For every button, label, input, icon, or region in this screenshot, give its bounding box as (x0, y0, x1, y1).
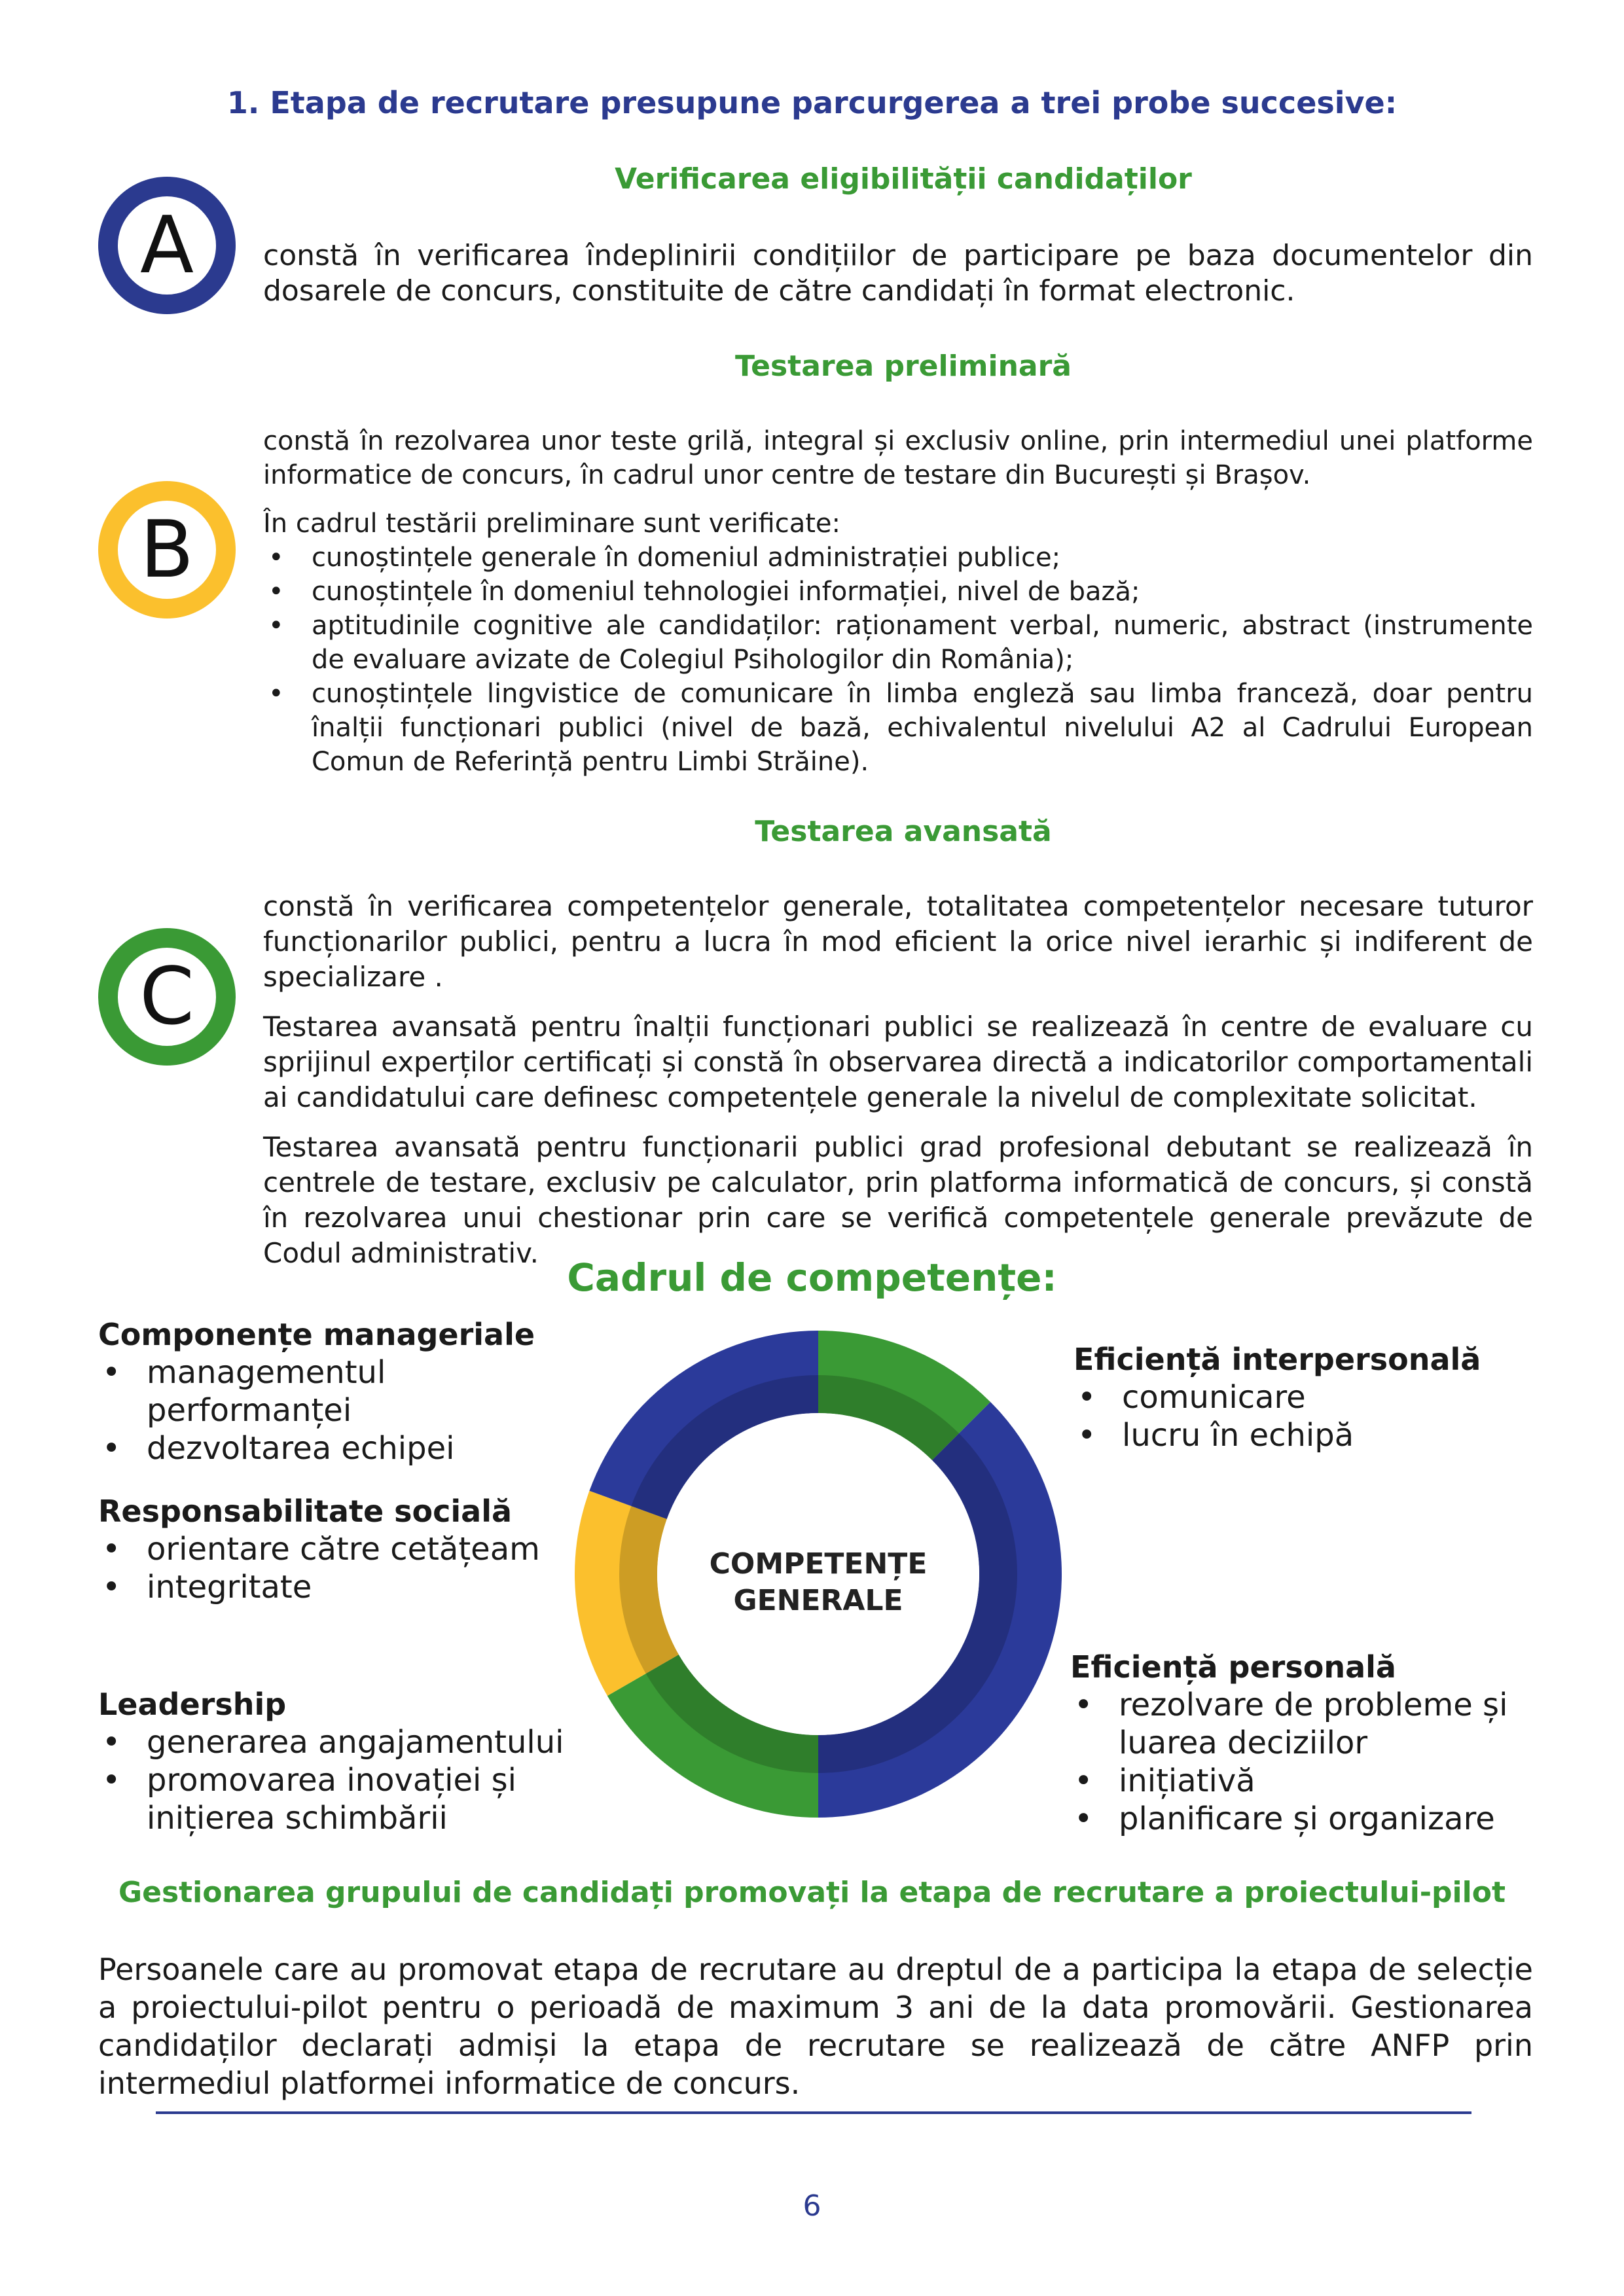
list-item: • cunoștințele lingvistice de comunicare în limba engleză sau limba franceză, doar pentru înalții funcționari publici (nivel de bază, echivalentul nivelului A2 al Cadrului European Comun de Referință pentru Limbi Străine). (263, 677, 1533, 779)
list-item: • orientare către cetățeam (98, 1530, 596, 1568)
probe-c-title: Testarea avansată (755, 815, 1052, 848)
list-item: • promovarea inovației și inițierea schimbării (98, 1761, 641, 1837)
list-item: • lucru în echipă (1074, 1416, 1571, 1454)
probe-b-body (263, 424, 1533, 779)
probe-c-text-1: constă în verificarea competențelor generale, totalitatea competențelor necesare tuturor funcționarilor publici, pentru a lucra în mod eficient la orice nivel ierarhic și indiferent de specializare . (263, 890, 1533, 993)
framework-title: Cadrul de competențe: (567, 1255, 1057, 1300)
list-item: • integritate (98, 1568, 596, 1606)
section-heading: 1. Etapa de recrutare presupune parcurgerea a trei probe succesive: (226, 85, 1398, 120)
group-leadership (98, 1685, 641, 1837)
probe-a-text: constă în verificarea îndeplinirii condițiilor de participare pe baza documentelor din dosarele de concurs, constituite de către candidați în format electronic. (263, 239, 1533, 308)
group-title: Componențe manageriale (98, 1317, 535, 1352)
group-title: Eficiență interpersonală (1074, 1342, 1481, 1377)
group-title: Responsabilitate socială (98, 1494, 513, 1529)
list-item: • dezvoltarea echipei (98, 1429, 596, 1467)
donut-center-label (655, 1546, 982, 1619)
probe-c-body (263, 889, 1533, 1271)
footer-divider (156, 2111, 1471, 2114)
page-number: 6 (803, 2189, 821, 2223)
management-text: Persoanele care au promovat etapa de recrutare au dreptul de a participa la etapa de selecție a proiectului-pilot pentru o perioadă de maximum 3 ani de la data promovării. Gestionarea candidaților declarați admiși la etapa de recrutare se realizează de către ANFP prin intermediul platformei informatice de concurs. (98, 1952, 1533, 2101)
badge-c-icon: C (98, 928, 236, 1066)
badge-b-icon: B (98, 481, 236, 619)
donut-center-label-line1: COMPETENȚE (709, 1547, 928, 1581)
group-managerial (98, 1316, 596, 1467)
group-personal (1070, 1648, 1522, 1838)
probe-b-text-1: constă în rezolvarea unor teste grilă, integral și exclusiv online, prin intermediul unei platforme informatice de concurs, în cadrul unor centre de testare din București și Brașov. (263, 426, 1533, 490)
list-item: • managementul performanței (98, 1354, 596, 1429)
probe-a-title: Verificarea eligibilității candidaților (615, 162, 1192, 196)
list-item: • aptitudinile cognitive ale candidaților: raționament verbal, numeric, abstract (instrumente de evaluare avizate de Colegiul Psihologilor din România); (263, 609, 1533, 677)
list-item: • cunoștințele generale în domeniul administrației publice; (263, 541, 1533, 575)
probe-c-text-2: Testarea avansată pentru înalții funcționari publici se realizează în centre de evaluare cu sprijinul experților certificați și constă în observarea directă a indicatorilor comportamentali ai candidatului care definesc competențele generale la nivelul de complexitate solicitat. (263, 1011, 1533, 1113)
probe-b-title: Testarea preliminară (734, 350, 1072, 383)
group-title: Eficiență personală (1070, 1649, 1396, 1685)
list-item: • comunicare (1074, 1378, 1571, 1416)
donut-center-label-line2: GENERALE (733, 1584, 903, 1617)
list-item: • generarea angajamentului (98, 1723, 641, 1761)
group-interpersonal (1074, 1340, 1571, 1454)
management-title: Gestionarea grupului de candidați promovați la etapa de recrutare a proiectului-pilot (118, 1876, 1506, 1909)
list-item: • inițiativă (1070, 1762, 1522, 1800)
list-item: • rezolvare de probleme și luarea deciziilor (1070, 1686, 1522, 1762)
list-item: • planificare și organizare (1070, 1800, 1522, 1838)
group-title: Leadership (98, 1687, 287, 1722)
probe-b-bullets (263, 541, 1533, 779)
badge-a-icon: A (98, 177, 236, 314)
list-item: • cunoștințele în domeniul tehnologiei informației, nivel de bază; (263, 575, 1533, 609)
group-social-responsibility (98, 1492, 596, 1606)
probe-b-text-2: În cadrul testării preliminare sunt verificate: (263, 509, 840, 539)
probe-c-text-3: Testarea avansată pentru funcționarii publici grad profesional debutant se realizează în centrele de testare, exclusiv pe calculator, prin platforma informatică de concurs, și constă în rezolvarea unui chestionar prin care se verifică competențele generale prevăzute de Codul administrativ. (263, 1131, 1533, 1269)
